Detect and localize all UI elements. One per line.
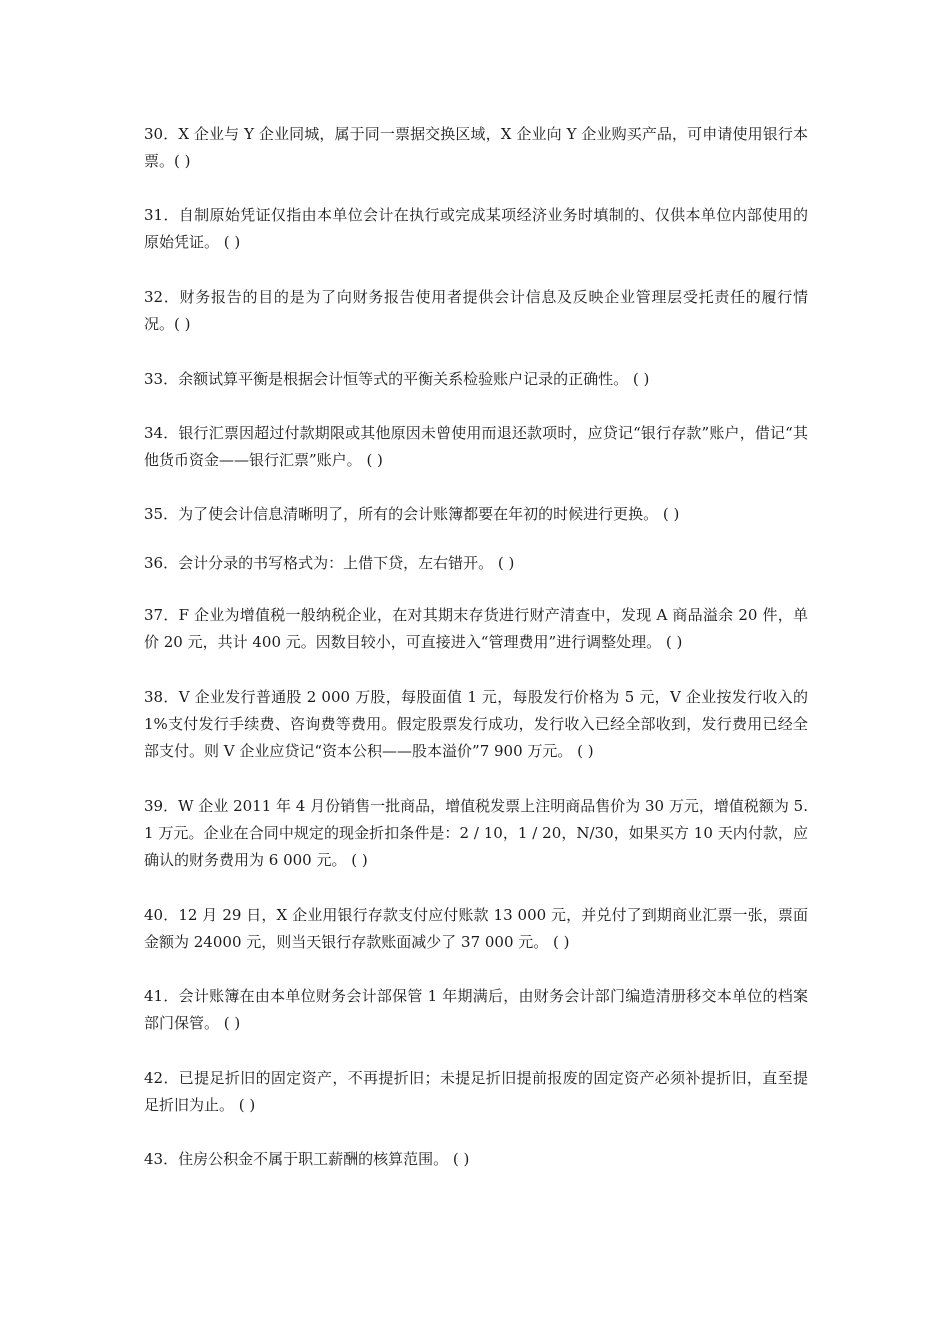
question-32: 32．财务报告的目的是为了向财务报告使用者提供会计信息及反映企业管理层受托责任的履行情况。( )	[144, 288, 808, 333]
question-37: 37．F 企业为增值税一般纳税企业，在对其期末存货进行财产清查中，发现 A 商品溢余 20 件，单价 20 元，共计 400 元。因数目较小，可直接进入“管理费用”进行调整处理。 ( )	[144, 606, 808, 651]
question-31: 31．自制原始凭证仅指由本单位会计在执行或完成某项经济业务时填制的、仅供本单位内部使用的原始凭证。 ( )	[144, 206, 808, 251]
question-34: 34．银行汇票因超过付款期限或其他原因未曾使用而退还款项时，应贷记“银行存款”账户，借记“其他货币资金——银行汇票”账户。 ( )	[144, 424, 808, 469]
question-41: 41．会计账簿在由本单位财务会计部保管 1 年期满后，由财务会计部门编造清册移交本单位的档案部门保管。 ( )	[144, 987, 808, 1032]
question-35: 35．为了使会计信息清晰明了，所有的会计账簿都要在年初的时候进行更换。 ( )	[144, 505, 680, 523]
question-42: 42．已提足折旧的固定资产，不再提折旧；未提足折旧提前报废的固定资产必须补提折旧，直至提足折旧为止。 ( )	[144, 1069, 808, 1114]
question-38: 38．V 企业发行普通股 2 000 万股，每股面值 1 元，每股发行价格为 5 元，V 企业按发行收入的 1%支付发行手续费、咨询费等费用。假定股票发行成功，发行收入已经全部收到，发行费用已经全部支付。则 V 企业应贷记“资本公积——股本溢价”7 900 万元。 ( )	[144, 688, 808, 760]
question-36: 36．会计分录的书写格式为：上借下贷，左右错开。 ( )	[144, 554, 515, 572]
question-30: 30．X 企业与 Y 企业同城，属于同一票据交换区域，X 企业向 Y 企业购买产品，可申请使用银行本票。( )	[144, 125, 808, 170]
question-43: 43．住房公积金不属于职工薪酬的核算范围。 ( )	[144, 1150, 470, 1168]
question-33: 33．余额试算平衡是根据会计恒等式的平衡关系检验账户记录的正确性。 ( )	[144, 370, 650, 388]
question-39: 39．W 企业 2011 年 4 月份销售一批商品，增值税发票上注明商品售价为 30 万元，增值税额为 5.1 万元。企业在合同中规定的现金折扣条件是：2 / 10，1 / 20，N/30，如果买方 10 天内付款，应确认的财务费用为 6 000 元。 ( )	[144, 797, 808, 869]
question-40: 40．12 月 29 日，X 企业用银行存款支付应付账款 13 000 元，并兑付了到期商业汇票一张，票面金额为 24000 元，则当天银行存款账面减少了 37 000 元。 ( )	[144, 906, 808, 951]
